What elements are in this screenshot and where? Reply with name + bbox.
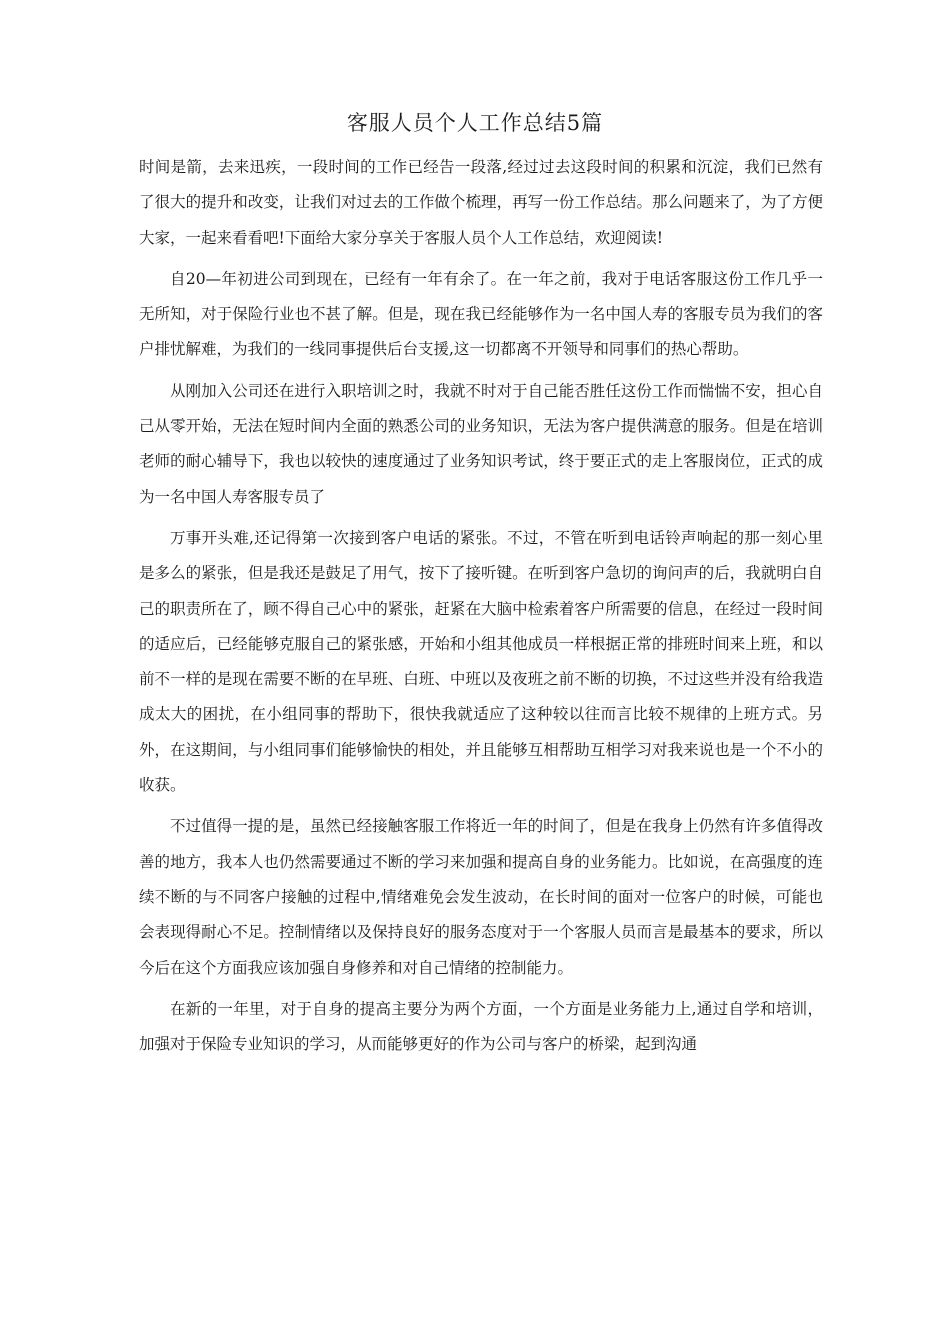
paragraph: 从刚加入公司还在进行入职培训之时，我就不时对于自己能否胜任这份工作而惴惴不安，担心自己从零开始，无法在短时间内全面的熟悉公司的业务知识，无法为客户提供满意的服务。但是在培训老师的耐心辅导下，我也以较快的速度通过了业务知识考试，终于要正式的走上客服岗位，正式的成为一名中国人寿客服专员了	[139, 381, 823, 506]
paragraph: 万事开头难,还记得第一次接到客户电话的紧张。不过，不管在听到电话铃声响起的那一刻心里是多么的紧张，但是我还是鼓足了用气，按下了接听键。在听到客户急切的询问声的后，我就明白自己的职责所在了，顾不得自己心中的紧张，赶紧在大脑中检索着客户所需要的信息，在经过一段时间的适应后，已经能够克服自己的紧张感，开始和小组其他成员一样根据正常的排班时间来上班，和以前不一样的是现在需要不断的在早班、白班、中班以及夜班之前不断的切换，不过这些并没有给我造成太大的困扰，在小组同事的帮助下，很快我就适应了这种较以往而言比较不规律的上班方式。另外，在这期间，与小组同事们能够愉快的相处，并且能够互相帮助互相学习对我来说也是一个不小的收获。	[139, 528, 823, 795]
document-body	[139, 150, 823, 1068]
paragraph: 在新的一年里，对于自身的提高主要分为两个方面，一个方面是业务能力上,通过自学和培训，加强对于保险专业知识的学习，从而能够更好的作为公司与客户的桥梁，起到沟通	[139, 999, 823, 1054]
document-title: 客服人员个人工作总结5篇	[346, 111, 604, 135]
paragraph-intro: 时间是箭，去来迅疾，一段时间的工作已经告一段落,经过过去这段时间的积累和沉淀，我们已然有了很大的提升和改变，让我们对过去的工作做个梳理，再写一份工作总结。那么问题来了，为了方便大家，一起来看看吧!下面给大家分享关于客服人员个人工作总结，欢迎阅读!	[139, 158, 823, 247]
paragraph: 自20—年初进公司到现在，已经有一年有余了。在一年之前，我对于电话客服这份工作几乎一无所知，对于保险行业也不甚了解。但是，现在我已经能够作为一名中国人寿的客服专员为我们的客户排忧解难，为我们的一线同事提供后台支援,这一切都离不开领导和同事们的热心帮助。	[139, 269, 823, 359]
paragraph: 不过值得一提的是，虽然已经接触客服工作将近一年的时间了，但是在我身上仍然有许多值得改善的地方，我本人也仍然需要通过不断的学习来加强和提高自身的业务能力。比如说，在高强度的连续不断的与不同客户接触的过程中,情绪难免会发生波动，在长时间的面对一位客户的时候，可能也会表现得耐心不足。控制情绪以及保持良好的服务态度对于一个客服人员而言是最基本的要求，所以今后在这个方面我应该加强自身修养和对自己情绪的控制能力。	[139, 817, 823, 977]
